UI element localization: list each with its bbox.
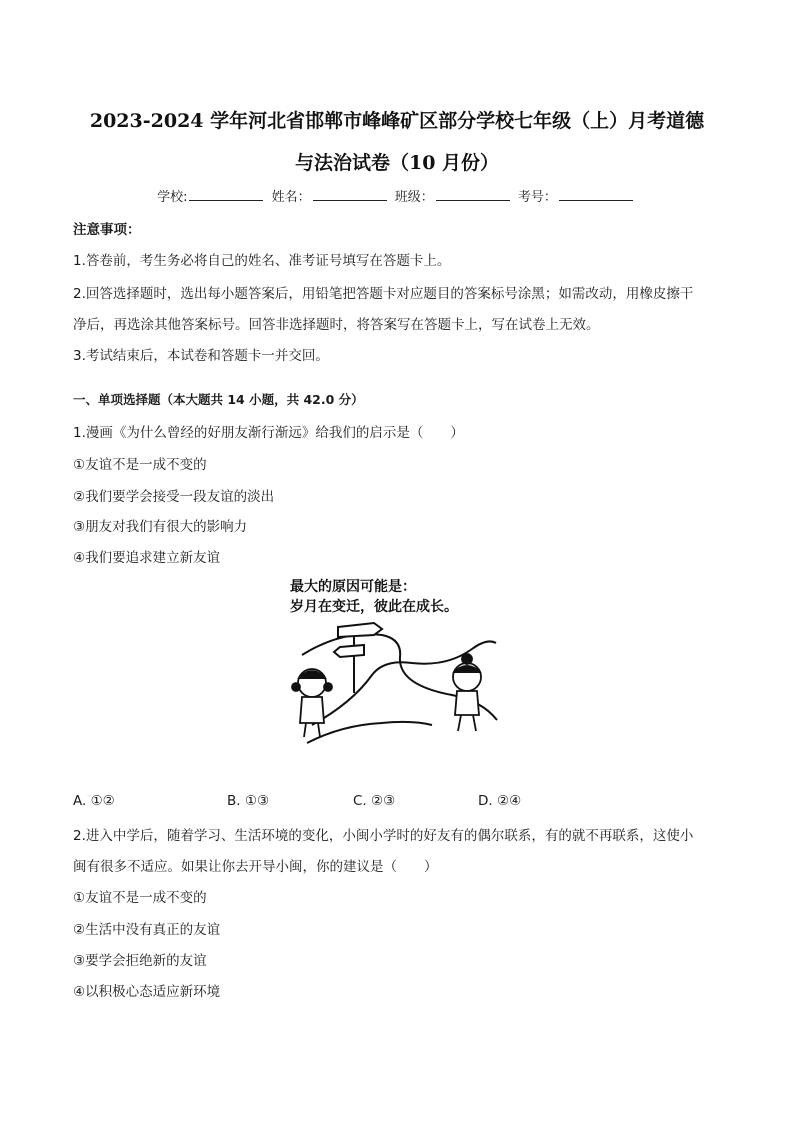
girl-left-figure [292, 669, 332, 737]
notice-item-1: 1.答卷前，考生务必将自己的姓名、准考证号填写在答题卡上。 [73, 253, 451, 269]
q2-statement-2: ②生活中没有真正的友谊 [73, 922, 221, 938]
name-label: 姓名： [271, 190, 311, 205]
girl-right-figure [453, 654, 481, 731]
class-blank [436, 188, 510, 201]
q1-option-a: A. ①② [73, 793, 115, 809]
comic-caption-line2: 岁月在变迁，彼此在成长。 [290, 599, 458, 615]
exam-title-line1: 2023-2024 学年河北省邯郸市峰峰矿区部分学校七年级（上）月考道德 [89, 110, 705, 132]
q1-statement-3: ③朋友对我们有很大的影响力 [73, 519, 248, 535]
q1-option-c: C. ②③ [353, 793, 396, 809]
q1-option-b: B. ①③ [227, 793, 270, 809]
class-label: 班级： [394, 190, 434, 205]
q1-option-d: D. ②④ [478, 793, 522, 809]
exam-title-line2: 与法治试卷（10 月份） [294, 152, 500, 174]
exam-no-blank [559, 188, 633, 201]
q2-statement-4: ④以积极心态适应新环境 [73, 984, 221, 1000]
exam-no-label: 考号： [517, 190, 557, 205]
notice-item-2b: 净后，再选涂其他答案标号。回答非选择题时，将答案写在答题卡上，写在试卷上无效。 [73, 317, 600, 333]
q1-statement-1: ①友谊不是一成不变的 [73, 457, 207, 473]
name-blank [313, 188, 387, 201]
q2-statement-1: ①友谊不是一成不变的 [73, 890, 207, 906]
q2-stem-line2: 闽有很多不适应。如果让你去开导小闽，你的建议是（ ） [73, 859, 438, 875]
school-label: 学校: [157, 190, 188, 205]
school-blank [189, 188, 263, 201]
comic-caption-line1: 最大的原因可能是： [290, 579, 416, 595]
q1-comic-image [282, 575, 512, 750]
notice-heading: 注意事项： [73, 222, 141, 238]
q1-statement-4: ④我们要追求建立新友谊 [73, 550, 221, 566]
notice-item-2a: 2.回答选择题时，选出每小题答案后，用铅笔把答题卡对应题目的答案标号涂黑；如需改动，用橡皮擦干 [73, 286, 694, 302]
student-info-row [0, 186, 794, 205]
notice-item-3: 3.考试结束后，本试卷和答题卡一并交回。 [73, 348, 329, 364]
q1-stem: 1.漫画《为什么曾经的好朋友渐行渐远》给我们的启示是（ ） [73, 425, 464, 441]
q2-stem-line1: 2.进入中学后，随着学习、生活环境的变化，小闽小学时的好友有的偶尔联系，有的就不再联系，这使小 [73, 828, 694, 844]
signpost [334, 623, 382, 693]
q2-statement-3: ③要学会拒绝新的友谊 [73, 953, 207, 969]
section1-heading: 一、单项选择题（本大题共 14 小题，共 42.0 分） [73, 392, 364, 407]
q1-statement-2: ②我们要学会接受一段友谊的淡出 [73, 489, 275, 505]
